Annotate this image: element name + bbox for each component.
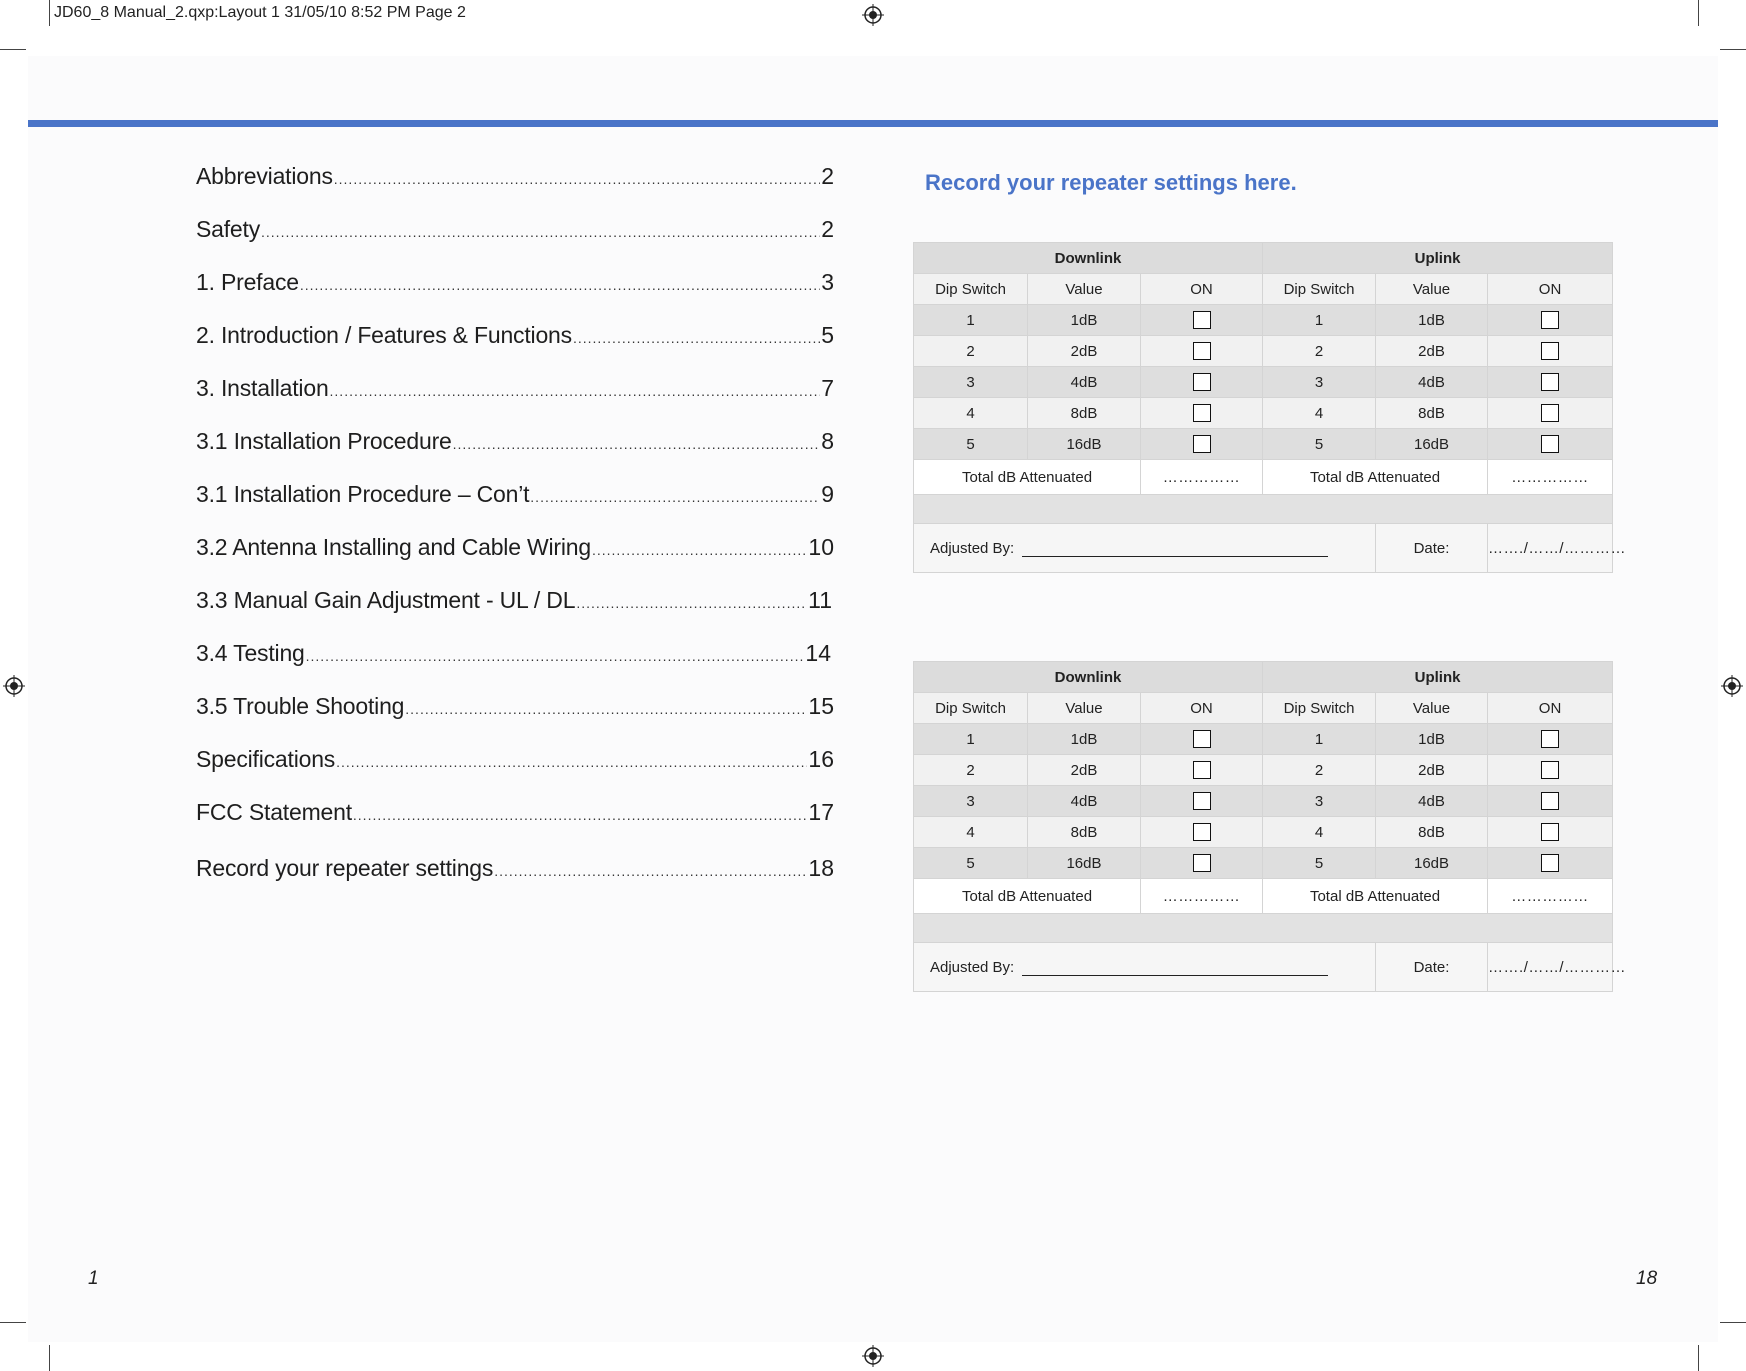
adjusted-by-field[interactable] — [1022, 961, 1328, 976]
toc-entry[interactable] — [196, 587, 832, 614]
attenuation-value: 8dB — [1376, 398, 1488, 429]
table-row — [914, 817, 1613, 848]
dip-switch-column-header: Dip Switch — [914, 693, 1028, 724]
toc-dot-leader — [573, 330, 820, 346]
table-row — [914, 848, 1613, 879]
on-checkbox[interactable] — [1541, 404, 1559, 422]
table-row — [914, 305, 1613, 336]
downlink-on-cell — [1141, 429, 1263, 460]
adjusted-by-cell — [914, 524, 1376, 573]
toc-entry-title: 3.4 Testing — [196, 640, 305, 666]
table-row — [914, 755, 1613, 786]
crop-mark — [1698, 0, 1699, 26]
toc-entry-title: Safety — [196, 216, 261, 242]
on-column-header: ON — [1488, 274, 1613, 305]
spacer-row — [914, 495, 1613, 524]
attenuation-value: 1dB — [1376, 305, 1488, 336]
downlink-header: Downlink — [914, 243, 1263, 274]
toc-entry-page: 7 — [821, 375, 834, 401]
adjusted-by-label: Adjusted By: — [930, 958, 1015, 976]
toc-entry[interactable] — [196, 640, 831, 667]
spacer-row — [914, 914, 1613, 943]
toc-entry-page: 2 — [821, 216, 834, 242]
on-checkbox[interactable] — [1541, 792, 1559, 810]
value-column-header: Value — [1376, 274, 1488, 305]
date-label: Date: — [1376, 943, 1488, 992]
toc-entry-title: 3.1 Installation Procedure – Con’t — [196, 481, 530, 507]
on-checkbox[interactable] — [1193, 854, 1211, 872]
toc-entry-page: 17 — [808, 799, 834, 825]
uplink-on-cell — [1488, 429, 1613, 460]
toc-entry[interactable] — [196, 322, 834, 349]
toc-entry-page: 10 — [808, 534, 834, 560]
uplink-header: Uplink — [1263, 243, 1613, 274]
toc-entry-title: 1. Preface — [196, 269, 299, 295]
date-label: Date: — [1376, 524, 1488, 573]
toc-dot-leader — [300, 277, 820, 293]
on-column-header: ON — [1141, 274, 1263, 305]
uplink-on-cell — [1488, 367, 1613, 398]
toc-entry-page: 3 — [821, 269, 834, 295]
dip-switch-number: 1 — [1263, 305, 1376, 336]
downlink-total-field[interactable]: …………… — [1141, 460, 1263, 495]
attenuation-value: 16dB — [1376, 429, 1488, 460]
table-row — [914, 786, 1613, 817]
adjusted-by-field[interactable] — [1022, 542, 1328, 557]
dip-switch-column-header: Dip Switch — [1263, 274, 1376, 305]
toc-entry-page: 5 — [821, 322, 834, 348]
attenuation-value: 2dB — [1376, 336, 1488, 367]
toc-entry-title: 3. Installation — [196, 375, 329, 401]
on-checkbox[interactable] — [1193, 404, 1211, 422]
crop-mark — [1698, 1345, 1699, 1371]
attenuation-value: 2dB — [1376, 755, 1488, 786]
table-row — [914, 367, 1613, 398]
settings-table — [913, 242, 1627, 573]
toc-dot-leader — [353, 807, 808, 823]
attenuation-value: 8dB — [1028, 817, 1141, 848]
table-row — [914, 429, 1613, 460]
toc-entry[interactable] — [196, 799, 834, 826]
toc-dot-leader — [334, 171, 820, 187]
downlink-on-cell — [1141, 398, 1263, 429]
header-rule — [28, 120, 1718, 127]
on-column-header: ON — [1488, 693, 1613, 724]
table-header-row — [914, 243, 1613, 274]
adjusted-by-row — [914, 524, 1613, 573]
value-column-header: Value — [1376, 693, 1488, 724]
toc-entry-title: Specifications — [196, 746, 336, 772]
attenuation-value: 4dB — [1028, 367, 1141, 398]
dip-switch-number: 2 — [1263, 336, 1376, 367]
toc-entry-title: 2. Introduction / Features & Functions — [196, 322, 572, 348]
toc-entry-title: 3.5 Trouble Shooting — [196, 693, 405, 719]
total-row — [914, 879, 1613, 914]
uplink-header: Uplink — [1263, 662, 1613, 693]
adjusted-by-cell — [914, 943, 1376, 992]
on-checkbox[interactable] — [1541, 311, 1559, 329]
downlink-on-cell — [1141, 848, 1263, 879]
toc-entry-page: 14 — [805, 640, 831, 666]
toc-dot-leader — [261, 224, 820, 240]
settings-table — [913, 661, 1627, 992]
crop-mark — [1720, 1322, 1746, 1323]
downlink-total-field[interactable]: …………… — [1141, 879, 1263, 914]
dip-switch-number: 2 — [1263, 755, 1376, 786]
registration-mark-icon — [1721, 675, 1743, 697]
total-row — [914, 460, 1613, 495]
attenuation-value: 16dB — [1376, 848, 1488, 879]
downlink-on-cell — [1141, 724, 1263, 755]
toc-entry-title: Record your repeater settings — [196, 855, 494, 881]
total-attenuated-label: Total dB Attenuated — [914, 879, 1141, 914]
dip-switch-number: 1 — [914, 724, 1028, 755]
uplink-total-field[interactable]: …………… — [1488, 460, 1613, 495]
total-attenuated-label: Total dB Attenuated — [1263, 460, 1488, 495]
on-checkbox[interactable] — [1193, 792, 1211, 810]
total-attenuated-label: Total dB Attenuated — [1263, 879, 1488, 914]
table-row — [914, 336, 1613, 367]
toc-entry-page: 15 — [808, 693, 834, 719]
on-checkbox[interactable] — [1193, 823, 1211, 841]
toc-dot-leader — [336, 754, 807, 770]
attenuation-value: 1dB — [1376, 724, 1488, 755]
table-header-row — [914, 662, 1613, 693]
value-column-header: Value — [1028, 693, 1141, 724]
uplink-on-cell — [1488, 336, 1613, 367]
right-page-number: 18 — [1636, 1268, 1658, 1289]
toc-entry-page: 11 — [808, 587, 832, 613]
attenuation-value: 16dB — [1028, 429, 1141, 460]
dip-switch-number: 4 — [1263, 817, 1376, 848]
dip-switch-column-header: Dip Switch — [914, 274, 1028, 305]
attenuation-value: 16dB — [1028, 848, 1141, 879]
toc-dot-leader — [306, 648, 805, 664]
downlink-on-cell — [1141, 786, 1263, 817]
on-checkbox[interactable] — [1193, 761, 1211, 779]
on-checkbox[interactable] — [1541, 373, 1559, 391]
uplink-on-cell — [1488, 786, 1613, 817]
dip-switch-number: 3 — [1263, 367, 1376, 398]
dip-switch-number: 5 — [914, 848, 1028, 879]
table-row — [914, 724, 1613, 755]
downlink-on-cell — [1141, 305, 1263, 336]
dip-switch-number: 4 — [914, 817, 1028, 848]
attenuation-value: 2dB — [1028, 755, 1141, 786]
column-header-row — [914, 693, 1613, 724]
on-checkbox[interactable] — [1193, 311, 1211, 329]
toc-entry[interactable] — [196, 481, 834, 508]
dip-switch-number: 3 — [914, 367, 1028, 398]
on-checkbox[interactable] — [1193, 342, 1211, 360]
toc-entry[interactable] — [196, 855, 834, 882]
settings-form — [913, 242, 1627, 573]
toc-entry-page: 2 — [821, 163, 834, 189]
toc-dot-leader — [330, 383, 821, 399]
uplink-on-cell — [1488, 755, 1613, 786]
adjusted-by-label: Adjusted By: — [930, 539, 1015, 557]
toc-entry-page: 16 — [808, 746, 834, 772]
settings-form — [913, 661, 1627, 992]
column-header-row — [914, 274, 1613, 305]
adjusted-by-row — [914, 943, 1613, 992]
toc-entry[interactable] — [196, 163, 834, 190]
toc-entry[interactable] — [196, 746, 834, 773]
attenuation-value: 4dB — [1376, 786, 1488, 817]
downlink-on-cell — [1141, 755, 1263, 786]
toc-entry-title: 3.1 Installation Procedure — [196, 428, 452, 454]
toc-entry[interactable] — [196, 693, 834, 720]
record-settings-heading: Record your repeater settings here. — [925, 170, 1297, 195]
toc-entry[interactable] — [196, 375, 834, 402]
attenuation-value: 8dB — [1376, 817, 1488, 848]
print-slug-line: JD60_8 Manual_2.qxp:Layout 1 31/05/10 8:52 PM Page 2 — [54, 4, 466, 21]
dip-switch-number: 4 — [1263, 398, 1376, 429]
attenuation-value: 1dB — [1028, 305, 1141, 336]
dip-switch-number: 1 — [914, 305, 1028, 336]
dip-switch-number: 3 — [1263, 786, 1376, 817]
date-field[interactable]: ……./……/………… — [1488, 943, 1613, 992]
downlink-on-cell — [1141, 817, 1263, 848]
dip-switch-number: 3 — [914, 786, 1028, 817]
toc-dot-leader — [453, 436, 821, 452]
downlink-header: Downlink — [914, 662, 1263, 693]
attenuation-value: 8dB — [1028, 398, 1141, 429]
total-attenuated-label: Total dB Attenuated — [914, 460, 1141, 495]
toc-entry-title: 3.2 Antenna Installing and Cable Wiring — [196, 534, 591, 560]
registration-mark-icon — [862, 4, 884, 26]
toc-entry-title: Abbreviations — [196, 163, 333, 189]
dip-switch-number: 4 — [914, 398, 1028, 429]
uplink-on-cell — [1488, 305, 1613, 336]
uplink-on-cell — [1488, 817, 1613, 848]
toc-dot-leader — [576, 595, 807, 611]
downlink-on-cell — [1141, 336, 1263, 367]
crop-mark — [0, 49, 26, 50]
dip-switch-number: 5 — [1263, 848, 1376, 879]
toc-dot-leader — [592, 542, 807, 558]
toc-dot-leader — [530, 489, 820, 505]
downlink-on-cell — [1141, 367, 1263, 398]
toc-entry-page: 8 — [821, 428, 834, 454]
attenuation-value: 4dB — [1028, 786, 1141, 817]
toc-entry[interactable] — [196, 428, 834, 455]
uplink-total-field[interactable]: …………… — [1488, 879, 1613, 914]
attenuation-value: 1dB — [1028, 724, 1141, 755]
table-row — [914, 398, 1613, 429]
attenuation-value: 2dB — [1028, 336, 1141, 367]
toc-entry-title: FCC Statement — [196, 799, 352, 825]
uplink-on-cell — [1488, 398, 1613, 429]
toc-entry[interactable] — [196, 534, 834, 561]
dip-switch-number: 1 — [1263, 724, 1376, 755]
on-checkbox[interactable] — [1541, 342, 1559, 360]
dip-switch-number: 2 — [914, 755, 1028, 786]
crop-mark — [1720, 49, 1746, 50]
on-checkbox[interactable] — [1193, 373, 1211, 391]
date-field[interactable]: ……./……/………… — [1488, 524, 1613, 573]
toc-dot-leader — [405, 701, 807, 717]
registration-mark-icon — [862, 1345, 884, 1367]
on-checkbox[interactable] — [1541, 823, 1559, 841]
dip-switch-column-header: Dip Switch — [1263, 693, 1376, 724]
value-column-header: Value — [1028, 274, 1141, 305]
crop-mark — [49, 0, 50, 26]
toc-entry[interactable] — [196, 216, 834, 243]
on-checkbox[interactable] — [1541, 761, 1559, 779]
toc-entry-page: 18 — [808, 855, 834, 881]
on-checkbox[interactable] — [1193, 435, 1211, 453]
toc-dot-leader — [494, 863, 807, 879]
dip-switch-number: 2 — [914, 336, 1028, 367]
dip-switch-number: 5 — [914, 429, 1028, 460]
crop-mark — [0, 1322, 26, 1323]
on-checkbox[interactable] — [1541, 730, 1559, 748]
on-checkbox[interactable] — [1541, 854, 1559, 872]
uplink-on-cell — [1488, 848, 1613, 879]
toc-entry[interactable] — [196, 269, 834, 296]
registration-mark-icon — [3, 675, 25, 697]
attenuation-value: 4dB — [1376, 367, 1488, 398]
uplink-on-cell — [1488, 724, 1613, 755]
toc-entry-title: 3.3 Manual Gain Adjustment - UL / DL — [196, 587, 576, 613]
on-column-header: ON — [1141, 693, 1263, 724]
on-checkbox[interactable] — [1193, 730, 1211, 748]
on-checkbox[interactable] — [1541, 435, 1559, 453]
toc-entry-page: 9 — [821, 481, 834, 507]
crop-mark — [49, 1345, 50, 1371]
dip-switch-number: 5 — [1263, 429, 1376, 460]
left-page-number: 1 — [88, 1268, 99, 1289]
